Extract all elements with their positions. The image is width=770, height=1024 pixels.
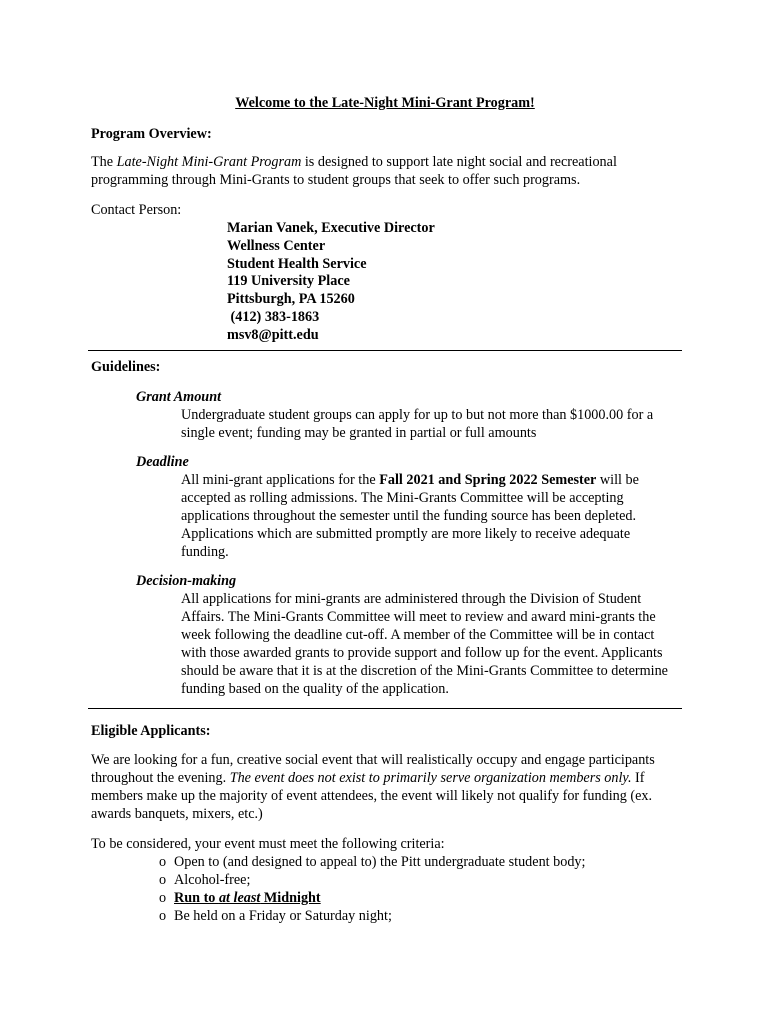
criterion-item — [159, 889, 321, 907]
midnight-word: Midnight — [260, 890, 321, 906]
grant-amount-title: Grant Amount — [136, 389, 222, 405]
contact-phone: (412) 383-1863 — [227, 308, 320, 325]
criterion-midnight — [174, 890, 321, 906]
page-title: Welcome to the Late-Night Mini-Grant Program! — [235, 95, 535, 111]
deadline-title: Deadline — [136, 454, 189, 470]
contact-email: msv8@pitt.edu — [227, 326, 319, 343]
eligible-text-before: We are looking for a fun, creative social event that will realistically occupy and engage participants throughout the evening. — [91, 752, 655, 786]
bullet-icon: o — [159, 872, 167, 888]
criterion-item — [159, 853, 585, 871]
contact-department: Wellness Center — [227, 237, 326, 254]
decision-text: All applications for mini-grants are administered through the Division of Student Affairs. The Mini-Grants Committee will meet to review and award mini-grants the week following the deadline cut-off. A member of the Committee will be in contact with those awarded grants to provide support and follow up for the event. Applicants should be aware that it is at the discretion of the Mini-Grants Committee to determine funding based on the quality of the application. — [181, 591, 668, 697]
bullet-icon: o — [159, 854, 167, 870]
overview-heading: Program Overview: — [91, 126, 212, 142]
criterion-text: Open to (and designed to appeal to) the Pitt undergraduate student body; — [174, 854, 586, 870]
criteria-intro: To be considered, your event must meet the following criteria: — [91, 836, 445, 852]
bullet-icon: o — [159, 890, 167, 906]
bullet-icon: o — [159, 908, 167, 924]
deadline-text-after: will be accepted as rolling admissions. The Mini-Grants Committee will be accepting applications throughout the semester until the funding source has been depleted. Applications which are submitted promptly are more likely to receive adequate funding. — [181, 472, 639, 560]
midnight-at-least: at least — [218, 890, 261, 906]
contact-name: Marian Vanek, Executive Director — [227, 220, 435, 236]
contact-service: Student Health Service — [227, 255, 367, 272]
contact-block — [227, 219, 435, 344]
overview-text-before: The — [91, 154, 117, 170]
guidelines-heading: Guidelines: — [91, 359, 161, 375]
grant-amount-text: Undergraduate student groups can apply for up to but not more than $1000.00 for a single event; funding may be granted in partial or full amounts — [181, 407, 654, 441]
deadline-text — [181, 471, 681, 561]
eligible-text-after: If members make up the majority of event attendees, the event will likely not qualify for funding (ex. awards banquets, mixers, etc.) — [91, 770, 653, 822]
divider — [88, 708, 682, 709]
overview-text-after: is designed to support late night social and recreational programming through Mini-Grants to student groups that seek to offer such programs. — [91, 154, 617, 188]
program-name: Late-Night Mini-Grant Program — [116, 154, 302, 170]
contact-city: Pittsburgh, PA 15260 — [227, 291, 355, 308]
midnight-run-to: Run to — [174, 890, 219, 906]
eligible-italic: The event does not exist to primarily serve organization members only. — [229, 770, 632, 786]
contact-street: 119 University Place — [227, 273, 350, 290]
criterion-text: Be held on a Friday or Saturday night; — [174, 908, 392, 924]
eligible-paragraph — [91, 751, 671, 823]
divider — [88, 350, 682, 351]
criterion-item — [159, 871, 250, 889]
overview-paragraph — [91, 153, 671, 189]
deadline-text-before: All mini-grant applications for the — [181, 472, 380, 488]
criterion-text: Alcohol-free; — [174, 872, 251, 888]
decision-title: Decision-making — [136, 573, 237, 589]
contact-label: Contact Person: — [91, 202, 182, 218]
criterion-item — [159, 907, 392, 925]
deadline-semester: Fall 2021 and Spring 2022 Semester — [379, 472, 597, 488]
eligible-heading: Eligible Applicants: — [91, 723, 211, 739]
